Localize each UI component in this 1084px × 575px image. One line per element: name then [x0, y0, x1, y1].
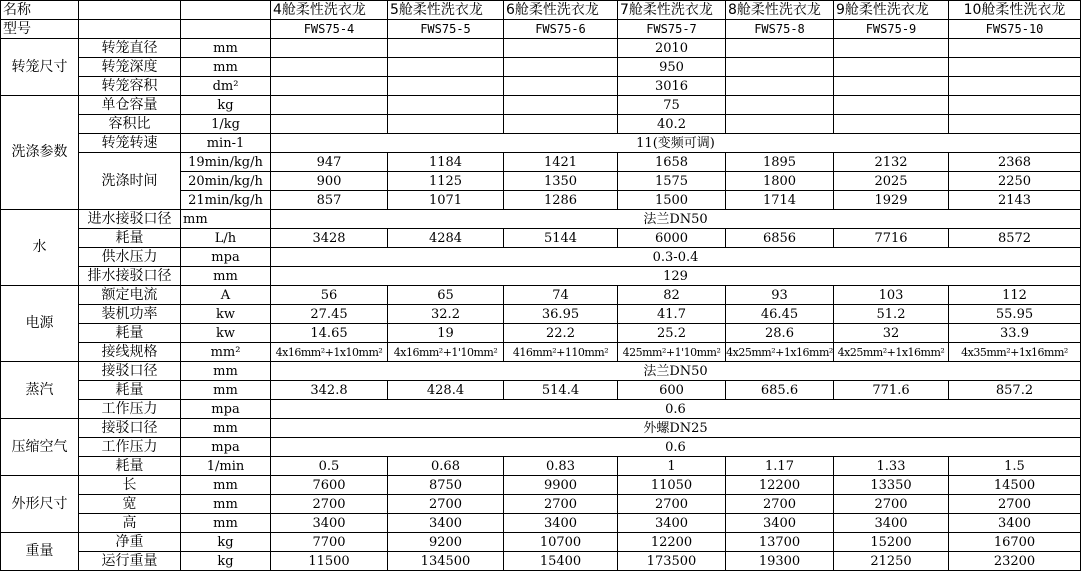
row-value: 32	[834, 324, 949, 343]
row-value: 7600	[271, 476, 388, 495]
machine-name: 10舱柔性洗衣龙	[949, 1, 1081, 20]
row-value: 8572	[949, 229, 1081, 248]
water-outlet-row	[1, 267, 1081, 286]
row-value: 3428	[271, 229, 388, 248]
row-value: 75	[618, 96, 726, 115]
row-value: 11(变频可调)	[271, 134, 1081, 153]
row-value: 173500	[618, 552, 726, 571]
row-value: 22.2	[504, 324, 618, 343]
row-value: 10700	[504, 533, 618, 552]
category-water: 水	[1, 210, 79, 286]
row-value: 55.95	[949, 305, 1081, 324]
row-unit: dm²	[181, 77, 271, 96]
category-weight: 重量	[1, 533, 79, 571]
row-value: 23200	[949, 552, 1081, 571]
row-value: 4x25mm²+1x16mm²	[726, 343, 834, 362]
row-label: 长	[79, 476, 181, 495]
model-header: 型号	[1, 20, 79, 39]
dim-length-row	[1, 476, 1081, 495]
row-value: 法兰DN50	[271, 210, 1081, 229]
row-value: 4x16mm²+1'10mm²	[388, 343, 504, 362]
row-value: 0.6	[271, 438, 1081, 457]
row-value: 900	[271, 172, 388, 191]
water-inlet-row	[1, 210, 1081, 229]
row-label: 耗量	[79, 457, 181, 476]
row-unit: mpa	[181, 438, 271, 457]
row-value: 12200	[618, 533, 726, 552]
row-value: 2132	[834, 153, 949, 172]
power-wiring-row	[1, 343, 1081, 362]
wash-speed-row	[1, 134, 1081, 153]
row-label: 装机功率	[79, 305, 181, 324]
row-value: 1.17	[726, 457, 834, 476]
row-label: 进水接驳口径	[79, 210, 181, 229]
row-value: 1575	[618, 172, 726, 191]
row-value: 1.33	[834, 457, 949, 476]
row-value: 112	[949, 286, 1081, 305]
machine-model: FWS75-10	[949, 20, 1081, 39]
row-value: 2025	[834, 172, 949, 191]
row-value: 1421	[504, 153, 618, 172]
water-pressure-row	[1, 248, 1081, 267]
row-value: 0.3-0.4	[271, 248, 1081, 267]
row-value: 1	[618, 457, 726, 476]
steam-inlet-row	[1, 362, 1081, 381]
row-unit: 19min/kg/h	[181, 153, 271, 172]
row-unit: mpa	[181, 400, 271, 419]
row-unit: mm	[181, 210, 271, 229]
machine-name: 7舱柔性洗衣龙	[618, 1, 726, 20]
row-value: 3400	[618, 514, 726, 533]
row-value: 514.4	[504, 381, 618, 400]
row-value: 9200	[388, 533, 504, 552]
row-value: 0.68	[388, 457, 504, 476]
row-value: 1714	[726, 191, 834, 210]
category-dimensions: 外形尺寸	[1, 476, 79, 533]
row-value: 40.2	[618, 115, 726, 134]
power-installed-row	[1, 305, 1081, 324]
row-value: 4284	[388, 229, 504, 248]
category-drum: 转笼尺寸	[1, 39, 79, 96]
row-value: 8750	[388, 476, 504, 495]
row-value: 1658	[618, 153, 726, 172]
row-value: 41.7	[618, 305, 726, 324]
row-value: 0.83	[504, 457, 618, 476]
row-label: 净重	[79, 533, 181, 552]
row-unit: kw	[181, 305, 271, 324]
row-value: 600	[618, 381, 726, 400]
row-label: 额定电流	[79, 286, 181, 305]
row-unit: mpa	[181, 248, 271, 267]
row-value: 4x25mm²+1x16mm²	[834, 343, 949, 362]
row-label: 运行重量	[79, 552, 181, 571]
row-unit: min-1	[181, 134, 271, 153]
row-value: 9900	[504, 476, 618, 495]
row-value: 11050	[618, 476, 726, 495]
dim-height-row	[1, 514, 1081, 533]
row-label: 接线规格	[79, 343, 181, 362]
row-label: 转笼直径	[79, 39, 181, 58]
row-value: 3400	[504, 514, 618, 533]
row-value: 33.9	[949, 324, 1081, 343]
row-value: 3400	[949, 514, 1081, 533]
wash-capacity-row	[1, 96, 1081, 115]
row-value: 14.65	[271, 324, 388, 343]
row-value: 3400	[271, 514, 388, 533]
row-value: 134500	[388, 552, 504, 571]
machine-name: 4舱柔性洗衣龙	[271, 1, 388, 20]
row-value: 6856	[726, 229, 834, 248]
row-label: 耗量	[79, 229, 181, 248]
row-value: 1800	[726, 172, 834, 191]
row-value: 28.6	[726, 324, 834, 343]
row-value: 15400	[504, 552, 618, 571]
row-value: 12200	[726, 476, 834, 495]
category-steam: 蒸汽	[1, 362, 79, 419]
row-value: 1895	[726, 153, 834, 172]
row-value: 7716	[834, 229, 949, 248]
header-name-row	[1, 1, 1081, 20]
row-label: 耗量	[79, 324, 181, 343]
water-consumption-row	[1, 229, 1081, 248]
row-value: 19300	[726, 552, 834, 571]
air-consumption-row	[1, 457, 1081, 476]
row-value: 93	[726, 286, 834, 305]
row-value: 1.5	[949, 457, 1081, 476]
row-unit: kg	[181, 552, 271, 571]
wash-ratio-row	[1, 115, 1081, 134]
name-header: 名称	[1, 1, 79, 20]
air-inlet-row	[1, 419, 1081, 438]
row-label: 供水压力	[79, 248, 181, 267]
machine-model: FWS75-9	[834, 20, 949, 39]
row-unit: kg	[181, 533, 271, 552]
row-label: 工作压力	[79, 400, 181, 419]
row-unit: 21min/kg/h	[181, 191, 271, 210]
row-value: 16700	[949, 533, 1081, 552]
row-label: 接驳口径	[79, 362, 181, 381]
row-value: 11500	[271, 552, 388, 571]
row-value: 27.45	[271, 305, 388, 324]
row-value: 1500	[618, 191, 726, 210]
row-value: 13700	[726, 533, 834, 552]
row-value: 25.2	[618, 324, 726, 343]
row-unit: kg	[181, 96, 271, 115]
row-value: 1929	[834, 191, 949, 210]
row-value: 2250	[949, 172, 1081, 191]
category-air: 压缩空气	[1, 419, 79, 476]
row-value: 2700	[504, 495, 618, 514]
row-value: 36.95	[504, 305, 618, 324]
row-value: 32.2	[388, 305, 504, 324]
row-value: 2368	[949, 153, 1081, 172]
machine-name: 6舱柔性洗衣龙	[504, 1, 618, 20]
row-value: 428.4	[388, 381, 504, 400]
row-unit: A	[181, 286, 271, 305]
row-value: 425mm²+1'10mm²	[618, 343, 726, 362]
row-value: 950	[618, 58, 726, 77]
row-value: 2700	[388, 495, 504, 514]
machine-name: 5舱柔性洗衣龙	[388, 1, 504, 20]
row-label: 工作压力	[79, 438, 181, 457]
row-value: 46.45	[726, 305, 834, 324]
machine-model: FWS75-8	[726, 20, 834, 39]
row-value: 2700	[271, 495, 388, 514]
category-power: 电源	[1, 286, 79, 362]
row-value: 2700	[618, 495, 726, 514]
row-value: 3400	[726, 514, 834, 533]
row-unit: mm	[181, 362, 271, 381]
row-value: 2143	[949, 191, 1081, 210]
row-value: 外螺DN25	[271, 419, 1081, 438]
row-label: 转笼转速	[79, 134, 181, 153]
row-value: 103	[834, 286, 949, 305]
row-value: 342.8	[271, 381, 388, 400]
row-unit: mm	[181, 381, 271, 400]
row-value: 685.6	[726, 381, 834, 400]
row-unit: mm²	[181, 343, 271, 362]
row-label: 宽	[79, 495, 181, 514]
weight-operating-row	[1, 552, 1081, 571]
row-value: 2700	[834, 495, 949, 514]
row-value: 82	[618, 286, 726, 305]
row-unit: mm	[181, 39, 271, 58]
row-value: 0.5	[271, 457, 388, 476]
row-value: 56	[271, 286, 388, 305]
row-value: 7700	[271, 533, 388, 552]
row-unit: mm	[181, 267, 271, 286]
power-consumption-row	[1, 324, 1081, 343]
row-value: 947	[271, 153, 388, 172]
row-value: 2700	[949, 495, 1081, 514]
row-unit: 20min/kg/h	[181, 172, 271, 191]
row-value: 3400	[388, 514, 504, 533]
drum-depth-row	[1, 58, 1081, 77]
category-wash: 洗涤参数	[1, 96, 79, 210]
air-pressure-row	[1, 438, 1081, 457]
dim-width-row	[1, 495, 1081, 514]
machine-model: FWS75-4	[271, 20, 388, 39]
weight-net-row	[1, 533, 1081, 552]
row-label: 接驳口径	[79, 419, 181, 438]
row-value: 15200	[834, 533, 949, 552]
row-unit: mm	[181, 476, 271, 495]
row-label: 排水接驳口径	[79, 267, 181, 286]
row-value: 51.2	[834, 305, 949, 324]
row-value: 2010	[618, 39, 726, 58]
row-value: 0.6	[271, 400, 1081, 419]
machine-name: 9舱柔性洗衣龙	[834, 1, 949, 20]
row-label: 洗涤时间	[79, 153, 181, 210]
row-value: 1350	[504, 172, 618, 191]
row-value: 2700	[726, 495, 834, 514]
row-value: 13350	[834, 476, 949, 495]
row-value: 4x16mm²+1x10mm²	[271, 343, 388, 362]
row-value: 65	[388, 286, 504, 305]
row-unit: mm	[181, 495, 271, 514]
row-label: 高	[79, 514, 181, 533]
row-value: 129	[271, 267, 1081, 286]
machine-model: FWS75-7	[618, 20, 726, 39]
row-value: 21250	[834, 552, 949, 571]
row-value: 3400	[834, 514, 949, 533]
machine-model: FWS75-5	[388, 20, 504, 39]
machine-name: 8舱柔性洗衣龙	[726, 1, 834, 20]
row-unit: mm	[181, 419, 271, 438]
row-value: 6000	[618, 229, 726, 248]
row-label: 单仓容量	[79, 96, 181, 115]
row-value: 4x35mm²+1x16mm²	[949, 343, 1081, 362]
row-label: 耗量	[79, 381, 181, 400]
row-value: 3016	[618, 77, 726, 96]
row-unit: 1/min	[181, 457, 271, 476]
row-value: 771.6	[834, 381, 949, 400]
row-label: 转笼容积	[79, 77, 181, 96]
header-model-row	[1, 20, 1081, 39]
row-unit: L/h	[181, 229, 271, 248]
row-value: 5144	[504, 229, 618, 248]
drum-volume-row	[1, 77, 1081, 96]
row-value: 法兰DN50	[271, 362, 1081, 381]
steam-consumption-row	[1, 381, 1081, 400]
row-value: 416mm²+110mm²	[504, 343, 618, 362]
drum-diameter-row	[1, 39, 1081, 58]
row-label: 转笼深度	[79, 58, 181, 77]
row-value: 1286	[504, 191, 618, 210]
row-unit: mm	[181, 514, 271, 533]
power-current-row	[1, 286, 1081, 305]
row-value: 1184	[388, 153, 504, 172]
row-value: 857	[271, 191, 388, 210]
row-value: 1125	[388, 172, 504, 191]
row-unit: mm	[181, 58, 271, 77]
steam-pressure-row	[1, 400, 1081, 419]
row-unit: 1/kg	[181, 115, 271, 134]
row-value: 74	[504, 286, 618, 305]
row-value: 1071	[388, 191, 504, 210]
row-unit: kw	[181, 324, 271, 343]
row-value: 19	[388, 324, 504, 343]
row-value: 14500	[949, 476, 1081, 495]
wash-time-row	[1, 153, 1081, 172]
row-value: 857.2	[949, 381, 1081, 400]
row-label: 容积比	[79, 115, 181, 134]
machine-model: FWS75-6	[504, 20, 618, 39]
